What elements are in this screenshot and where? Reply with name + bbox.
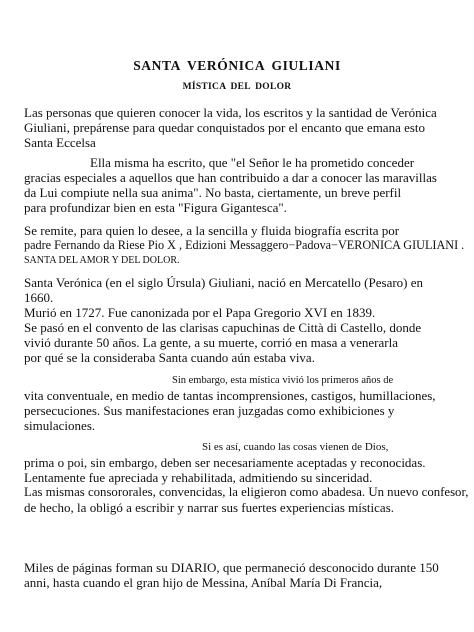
document-title: SANTA VERÓNICA GIULIANI [133, 58, 341, 73]
text-line: Se pasó en el convento de las clarisas capuchinas de Città di Castello, donde [24, 320, 422, 335]
text-line: vivió durante 50 años. La gente, a su muerte, corrió en masa a venerarla [24, 335, 398, 350]
text-line: Si es así, cuando las cosas vienen de Dios, [202, 441, 389, 453]
text-line: de hecho, la obligó a escribir y narrar sus fuertes experiencias místicas. [24, 500, 394, 515]
text-line: prima o poi, sin embargo, deben ser necesariamente aceptadas y reconocidas. [24, 455, 426, 470]
text-line: Giuliani, prepárense para quedar conquistados por el encanto que emana esto [24, 120, 426, 135]
text-line: Murió en 1727. Fue canonizada por el Papa Gregorio XVI en 1839. [24, 305, 376, 320]
text-line: SANTA DEL AMOR Y DEL DOLOR. [24, 255, 180, 266]
text-line: Se remite, para quien lo desee, a la sencilla y fluida biografía escrita por [24, 223, 400, 238]
text-line: Miles de páginas forman su DIARIO, que permaneció desconocido durante 150 [24, 560, 439, 575]
text-line: Santa Eccelsa [24, 135, 96, 150]
text-line: padre Fernando da Riese Pio X , Edizioni Messaggero−Padova−VERONICA GIULIANI . [24, 238, 465, 252]
text-line: para profundizar bien en esta "Figura Gigantesca". [24, 200, 287, 215]
text-line: da Lui compiute nella sua anima". No basta, ciertamente, un breve perfil [24, 185, 402, 200]
text-line: por qué se la consideraba Santa cuando aún estaba viva. [24, 350, 315, 365]
text-line: 1660. [24, 290, 54, 305]
text-line: simulaciones. [24, 418, 96, 433]
document-subtitle: MÍSTICA DEL DOLOR [182, 82, 292, 92]
text-line: persecuciones. Sus manifestaciones eran juzgadas como exhibiciones y [24, 403, 395, 418]
text-line: Lentamente fue apreciada y rehabilitada, admitiendo su sinceridad. [24, 470, 373, 485]
text-line: vita conventuale, en medio de tantas incomprensiones, castigos, humillaciones, [24, 388, 436, 403]
text-line: Las personas que quieren conocer la vida, los escritos y la santidad de Verónica [24, 105, 437, 120]
text-line: anni, hasta cuando el gran hijo de Messina, Aníbal María Di Francia, [24, 575, 383, 590]
text-line: Ella misma ha escrito, que "el Señor le ha prometido conceder [90, 155, 415, 170]
text-line: gracias especiales a aquellos que han contribuido a dar a conocer las maravillas [24, 170, 437, 185]
text-line: Santa Verónica (en el siglo Úrsula) Giuliani, nació en Mercatello (Pesaro) en [24, 275, 424, 290]
text-line: Las mismas consororales, convencidas, la eligieron como abadesa. Un nuevo confesor, [24, 485, 469, 499]
text-line: Sin embargo, esta mística vivió los primeros años de [172, 375, 394, 386]
